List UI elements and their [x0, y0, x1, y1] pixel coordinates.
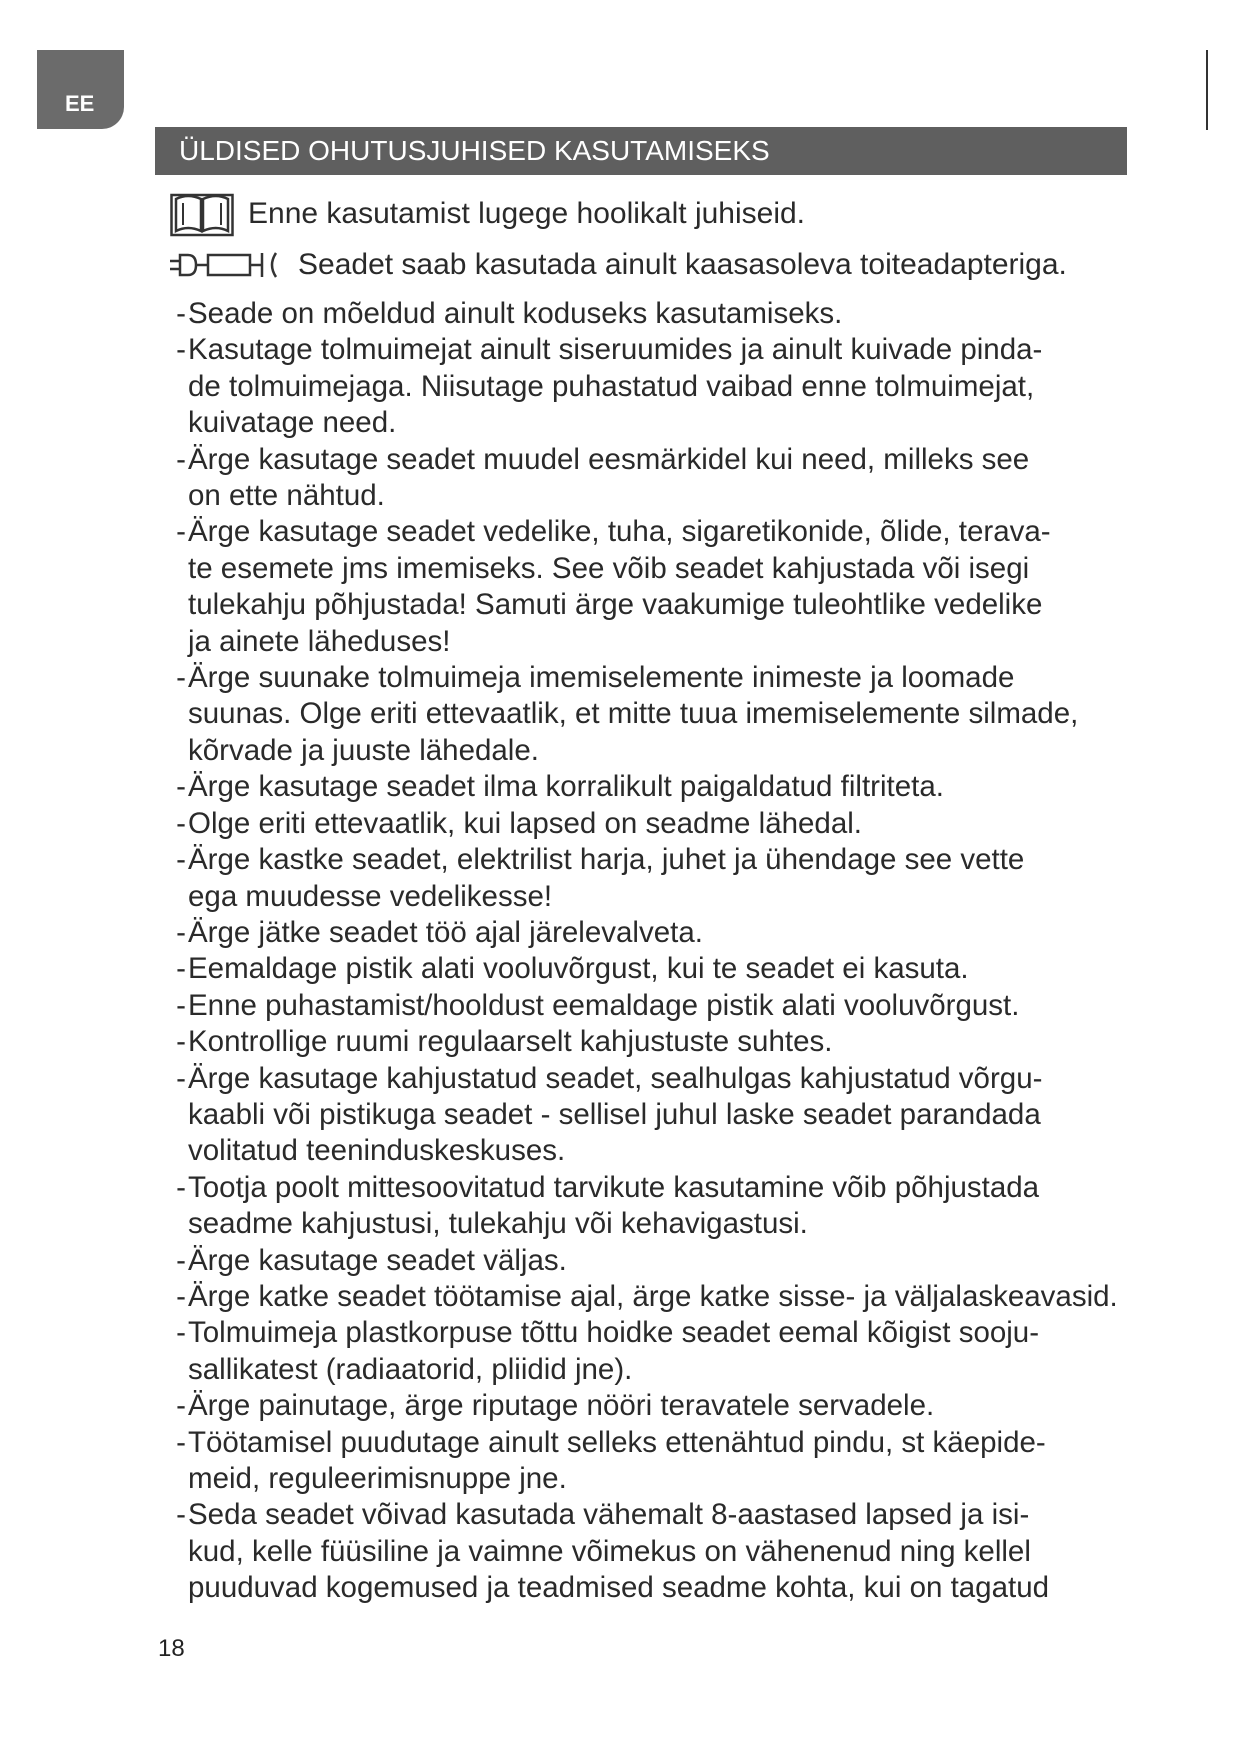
list-item: - Kasutage tolmuimejat ainult siseruumides ja ainult kuivade pinda- de tolmuimejaga. Niisutage puhastatud vaibad enne tolmuimejat, kuivatage need. — [176, 333, 1043, 440]
book-line-text: Enne kasutamist lugege hoolikalt juhiseid. — [248, 197, 806, 230]
list-item: - Kontrollige ruumi regulaarselt kahjustuste suhtes. — [176, 1025, 833, 1059]
read-instructions-line — [170, 189, 805, 239]
book-icon — [170, 191, 234, 237]
list-item: - Ärge painutage, ärge riputage nööri teravatele servadele. — [176, 1389, 935, 1423]
edge-line — [1206, 50, 1208, 130]
list-item: - Ärge kasutage seadet väljas. — [176, 1243, 567, 1277]
language-tab — [37, 50, 124, 129]
adapter-line — [170, 244, 1067, 286]
page-number: 18 — [158, 1635, 185, 1662]
list-item: - Ärge kasutage seadet vedelike, tuha, sigaretikonide, õlide, terava- te esemete jms imemiseks. See võib seadet kahjustada või isegi tulekahju põhjustada! Samuti ärge vaakumige tuleohtlike vedelike ja ainete läheduses! — [176, 515, 1051, 658]
list-item: - Seade on mõeldud ainult koduseks kasutamiseks. — [176, 297, 843, 330]
list-item: - Ärge kasutage seadet ilma korralikult paigaldatud filtriteta. — [176, 770, 944, 804]
section-title: ÜLDISED OHUTUSJUHISED KASUTAMISEKS — [155, 127, 1127, 175]
list-item: - Ärge kastke seadet, elektrilist harja, juhet ja ühendage see vette ega muudesse vedelikesse! — [176, 843, 1025, 913]
list-item: - Eemaldage pistik alati vooluvõrgust, kui te seadet ei kasuta. — [176, 952, 969, 986]
list-item: - Tootja poolt mittesoovitatud tarvikute kasutamine võib põhjustada seadme kahjustusi, tulekahju või kehavigastusi. — [176, 1170, 1040, 1241]
list-item: - Ärge jätke seadet töö ajal järelevalveta. — [176, 915, 703, 949]
adapter-icon — [170, 250, 284, 280]
list-item: - Ärge kasutage kahjustatud seadet, sealhulgas kahjustatud võrgu- kaabli või pistikuga seadet - sellisel juhul laske seadet parandada volitatud teeninduskeskuses. — [176, 1061, 1043, 1168]
list-item: - Ärge katke seadet töötamise ajal, ärge katke sisse- ja väljalaskeavasid. — [176, 1279, 1118, 1313]
language-label: EE — [65, 91, 95, 116]
safety-instructions-list — [150, 296, 1150, 1607]
list-item: - Ärge kasutage seadet muudel eesmärkidel kui need, milleks see on ette nähtud. — [176, 442, 1030, 513]
list-item: - Töötamisel puudutage ainult selleks ettenähtud pindu, st käepide- meid, reguleerimisnuppe jne. — [176, 1425, 1046, 1495]
list-item: - Seda seadet võivad kasutada vähemalt 8-aastased lapsed ja isi- kud, kelle füüsiline ja vaimne võimekus on vähenenud ning kellel puuduvad kogemused ja teadmised seadme kohta, kui on tagatud — [176, 1498, 1050, 1605]
adapter-line-text: Seadet saab kasutada ainult kaasasoleva toiteadapteriga. — [298, 248, 1067, 281]
list-item: - Olge eriti ettevaatlik, kui lapsed on seadme lähedal. — [176, 806, 862, 840]
list-item: - Tolmuimeja plastkorpuse tõttu hoidke seadet eemal kõigist sooju- sallikatest (radiaatorid, pliidid jne). — [176, 1316, 1040, 1386]
list-item: - Enne puhastamist/hooldust eemaldage pistik alati vooluvõrgust. — [176, 988, 1020, 1022]
list-item: - Ärge suunake tolmuimeja imemiselemente inimeste ja loomade suunas. Olge eriti ettevaatlik, et mitte tuua imemiselemente silmade, kõrvade ja juuste lähedale. — [176, 661, 1079, 767]
